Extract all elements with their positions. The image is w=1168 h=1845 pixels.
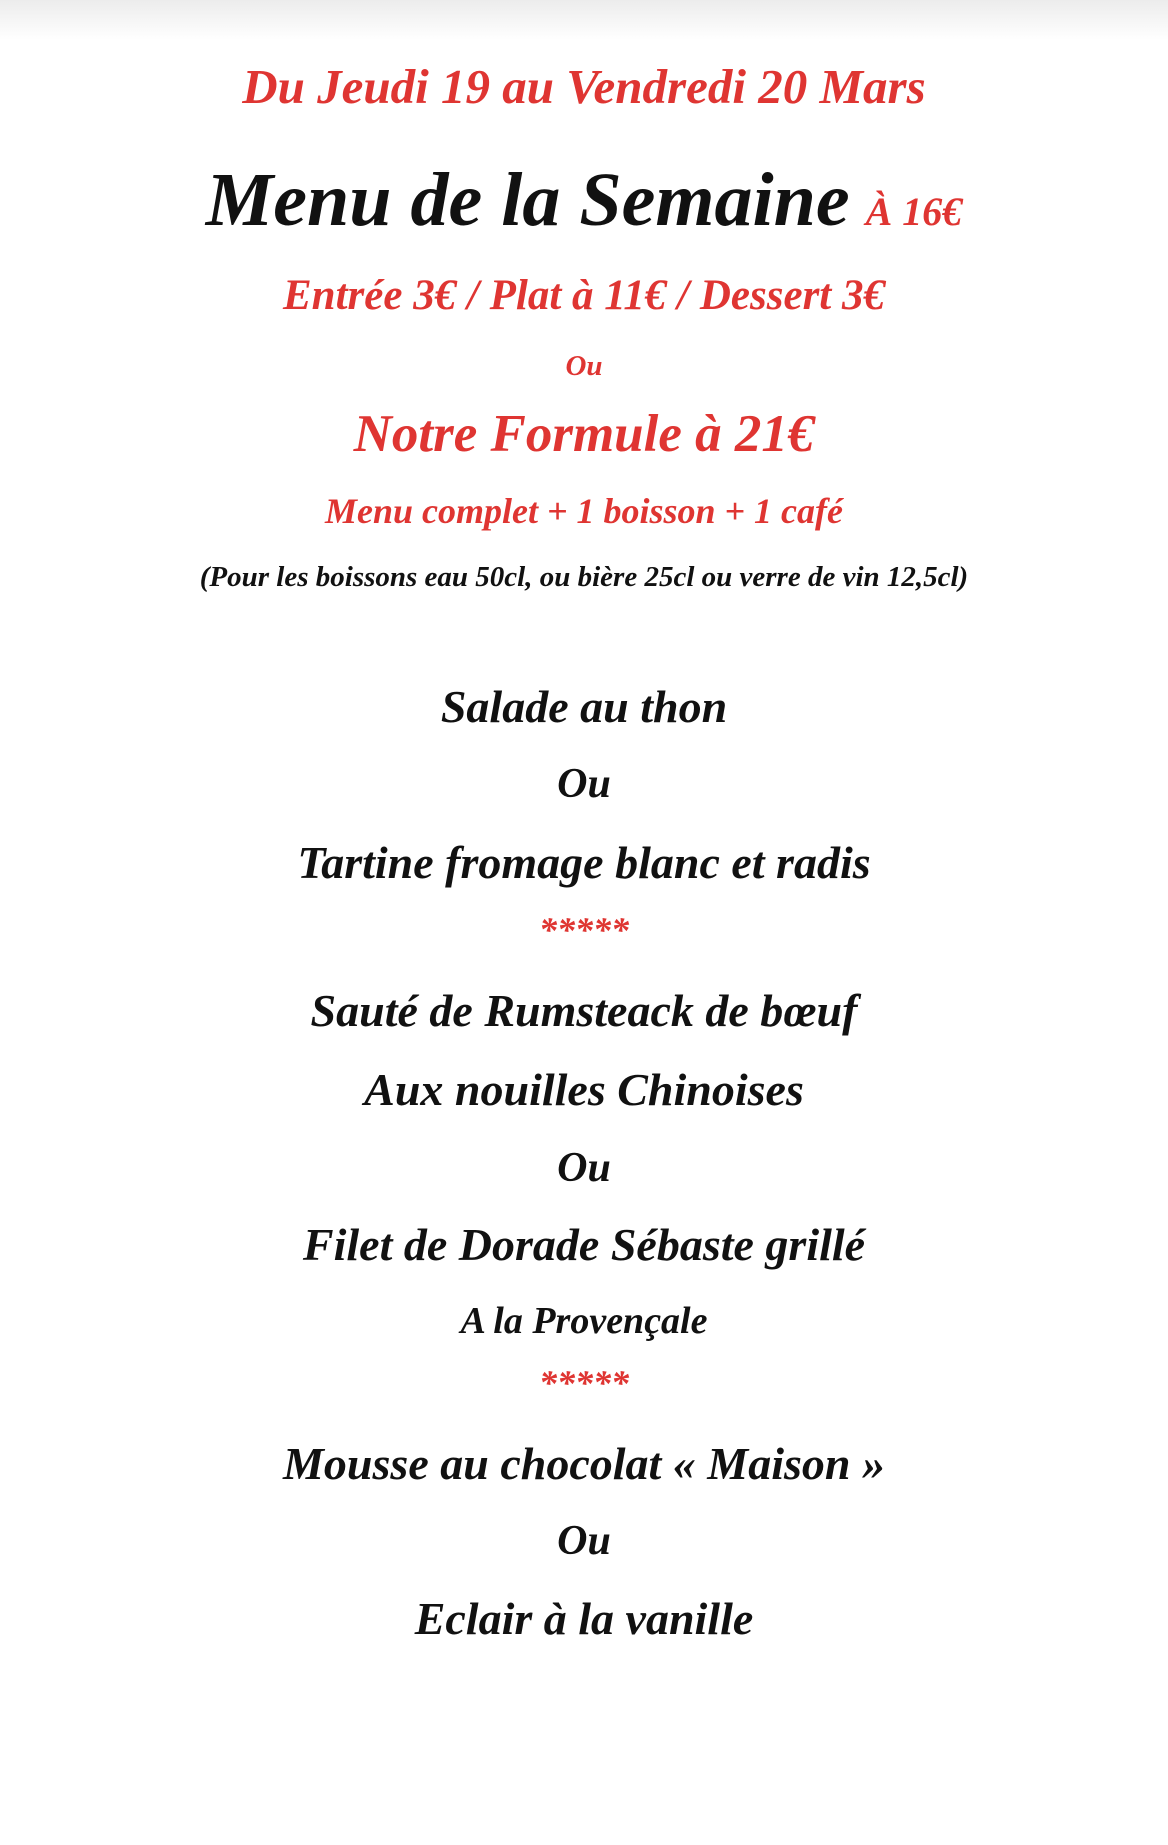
section-separator: *****: [539, 910, 629, 950]
course-prices: Entrée 3€ / Plat à 11€ / Dessert 3€: [283, 272, 885, 319]
plat-or-label: Ou: [557, 1145, 611, 1191]
formule-details: Menu complet + 1 boisson + 1 café: [324, 491, 843, 531]
plat-option-1-line-2: Aux nouilles Chinoises: [364, 1064, 804, 1115]
plat-option-2-line-2: A la Provençale: [460, 1300, 708, 1342]
entree-option-2: Tartine fromage blanc et radis: [297, 837, 871, 888]
menu-title-row: [0, 158, 1168, 242]
dessert-or-label: Ou: [557, 1518, 611, 1564]
dessert-option-1: Mousse au chocolat « Maison »: [283, 1438, 885, 1489]
drinks-note: (Pour les boissons eau 50cl, ou bière 25cl ou verre de vin 12,5cl): [199, 561, 969, 593]
menu-title-price: À 16€: [865, 189, 963, 234]
plat-option-2-line-1: Filet de Dorade Sébaste grillé: [302, 1219, 866, 1270]
menu-title: Menu de la Semaine: [205, 158, 850, 242]
menu-dates: Du Jeudi 19 au Vendredi 20 Mars: [242, 59, 926, 114]
top-shadow: [0, 0, 1168, 40]
entree-option-1: Salade au thon: [440, 681, 728, 732]
header-or-label: Ou: [565, 350, 603, 382]
formule-title: Notre Formule à 21€: [353, 405, 815, 463]
entree-or-label: Ou: [557, 761, 611, 807]
plat-option-1-line-1: Sauté de Rumsteack de bœuf: [310, 985, 858, 1036]
dessert-option-2: Eclair à la vanille: [414, 1593, 754, 1644]
section-separator: *****: [539, 1363, 629, 1403]
